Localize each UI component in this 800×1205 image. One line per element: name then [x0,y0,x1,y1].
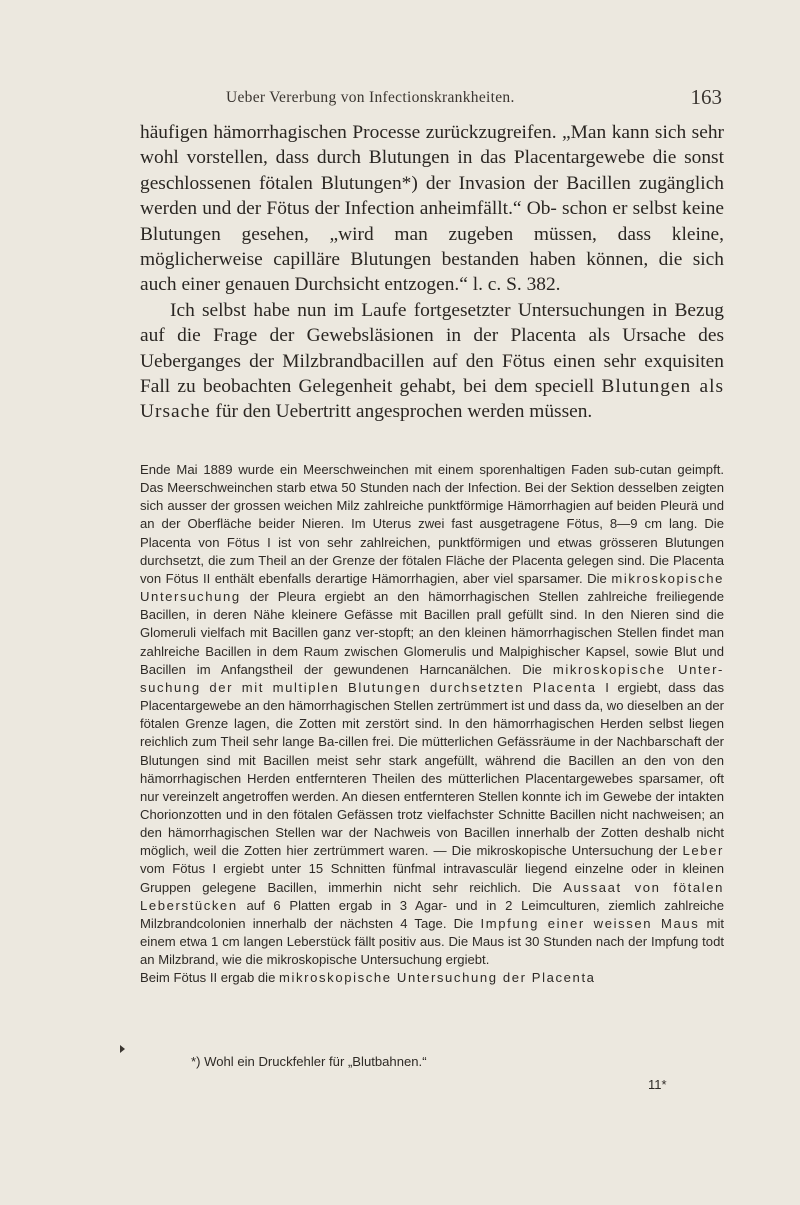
emphasis-text: mikroskopische Untersuchung der Placenta [279,970,596,986]
emphasis-text: Impfung einer weissen Maus [480,915,700,931]
running-title: Ueber Vererbung von Infectionskrankheiten. [226,89,515,106]
signature-mark: 11* [648,1077,667,1092]
emphasis-text: Blutungen als Ursache [140,376,725,423]
line: dass kleine, möglicherweise capilläre Blutungen bestanden haben [140,223,724,271]
line: die sonst geschlossenen fötalen Blutungen*) der Invasion der Bacillen [140,147,724,194]
footnote: *) Wohl ein Druckfehler für „Blutbahnen.“ [191,1054,427,1069]
text: der Pleura ergiebt an den hämorrhagischen Stellen zahlreiche freiliegende Bacillen, in deren Nähe kleinere Gefässe mit Bacillen prall gefüllt sind. In den Nieren sind die Glomeruli vielfach mit Bacillen ganz ver-stopft; an den kleinen hämorrhagischen Stellen findet man zahlreiche Bacillen in dem Raum zwischen Glomerulis und Malpighischer Kapsel, sowie Blut und Bacillen im Anfangstheil der gewundenen Harncanälchen. Die [140,589,724,677]
line: schon er selbst keine Blutungen gesehen, „wird man zugeben müssen, [140,198,724,245]
line: können, die sich auch einer genauen Durchsicht entzogen.“ l. c. S. 382. [140,249,724,296]
case-paragraph-2 [140,969,724,987]
text: Ich selbst habe nun im Laufe fortgesetzter Untersuchungen in Bezug auf die Frage der Gewebsläsionen in der Placenta als Ursache des Ueberganges der Milzbrandbacillen auf den Fötus einen sehr exquisiten Fall zu beobachten Gelegenheit gehabt, bei dem speciell [140,299,724,398]
emphasis-text: Leber [682,843,724,859]
main-text [140,120,724,425]
emphasis-text: mikroskopische Untersuchung [140,570,724,605]
text: mit einem etwa 1 cm langen Leberstück fällt positiv aus. Die Maus ist 30 Stunden nach der Impfung todt an Milzbrand, wie die mikroskopische Untersuchung ergiebt. [140,915,725,968]
page-header [226,85,722,115]
emphasis-text: Aussaat von fötalen Leberstücken [140,879,724,913]
line: häufigen hämorrhagischen Processe zurückzugreifen. „Man kann sich [140,122,687,143]
text: ergiebt, dass das Placentargewebe an den hämorrhagischen Stellen zertrümmert ist und dass da, wo dieselben an der fötalen Grenze lagen, die Zotten mit zerstört sind. In den hämorrhagischen Herden selbst liegen reichlich zum Theil sehr lange Ba-cillen frei. Die mütterlichen Gefässräume in der Nachbarschaft der Blutungen sind mit Bacillen meist sehr stark angefüllt, während die Bacillen an den von den hämorrhagischen Herden entfernteren Theilen des mütterlichen Placentargewebes sparsamer, oft nur vereinzelt angetroffen werden. An diesen entfernteren Stellen konnte ich im Gewebe der intakten Chorionzotten und in den fötalen Gefässen trotz vielfachster Schnitte Bacillen nicht nachweisen; an den hämorrhagischen Stellen war der Nachweis von Bacillen innerhalb der Zotten deshalb nicht möglich, weil die Zotten hier zertrümmert waren. — Die mikroskopische Untersuchung der [140,679,724,859]
text: vom Fötus I ergiebt unter 15 Schnitten fünfmal intravasculär liegend einzelne oder in kleinen Gruppen gelegene Bacillen, immerhin nicht sehr reichlich. Die [140,861,724,895]
page-number: 163 [690,85,722,109]
paragraph-2 [140,298,724,425]
line: zugänglich werden und der Fötus der Infection anheimfällt.“ Ob- [140,172,724,220]
case-paragraph-1 [140,461,724,969]
text: für den Uebertritt angesprochen werden müssen. [210,401,593,423]
emphasis-text: mikroskopische Unter-suchung der mit multiplen Blutungen durchsetzten Placenta I [140,661,724,695]
line: sehr wohl vorstellen, dass durch Blutungen in das Placentargewebe [140,122,724,169]
text: auf 6 Platten ergab in 3 Agar- und in 2 Leimculturen, ziemlich zahlreiche Milzbrandcolonien innerhalb der nächsten 4 Tage. Die [140,897,724,931]
paragraph-1 [140,120,724,298]
margin-mark-icon [120,1045,125,1053]
text: Ende Mai 1889 wurde ein Meerschweinchen mit einem sporenhaltigen Faden sub-cutan geimpft. Das Meerschweinchen starb etwa 50 Stunden nach der Infection. Bei der Sektion desselben zeigten sich ausser der grossen weichen Milz zahlreiche punktförmige Hämorrhagien auf beiden Pleurä und an der Oberfläche beider Nieren. Im Uterus zwei fast ausgetragene Fötus, 8—9 cm lang. Die Placenta von Fötus I ist von sehr zahlreichen, punktförmigen und etwas grösseren Blutungen durchsetzt, die zum Theil an der Grenze der fötalen Fläche der Placenta gelegen sind. Die Placenta von Fötus II enthält ebenfalls derartige Hämorrhagien, aber viel sparsamer. Die [140,462,724,586]
case-report [140,461,724,988]
text: Beim Fötus II ergab die [140,970,280,986]
